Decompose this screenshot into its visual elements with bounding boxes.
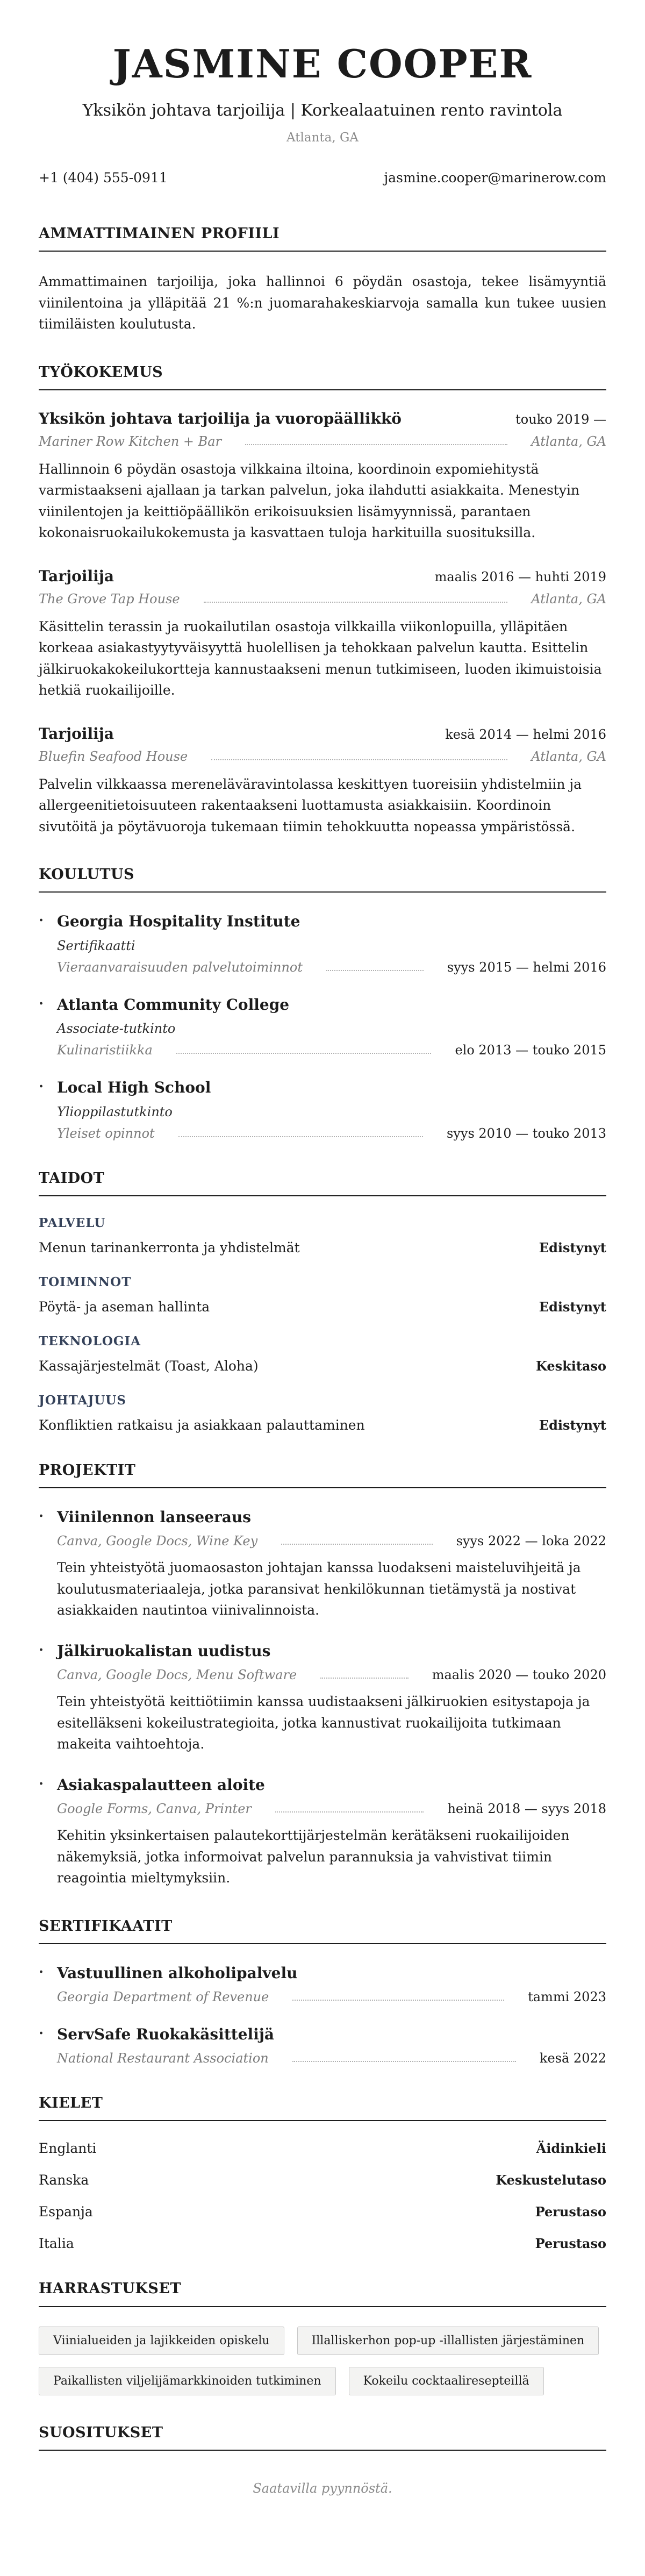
certification-entry-body [57,2025,606,2066]
skill-row [39,1417,606,1433]
certification-date: kesä 2022 [539,2051,606,2066]
project-detail-row [57,1667,606,1682]
section-certifications [39,1917,606,2066]
project-entry-body [57,1642,606,1755]
job-description: Käsittelin terassin ja ruokailutilan osastoja vilkkailla viikonlopuilla, ylläpitäen korkeaa asiakastyytyväisyyttä huolellisen ja tehokkaan palvelun kautta. Esittelin jälkiruokakokeilukortteja kannustaakseni menun tutkimiseen, luoden ikimuistoisia hetkiä ruokailijoille. [39,618,602,698]
bullet-icon: · [39,995,44,1012]
email-address: jasmine.cooper@marinerow.com [384,170,606,186]
education-detail-row [57,1126,606,1141]
dotted-leader [245,444,507,445]
project-entry [39,1642,606,1755]
section-title-education: KOULUTUS [39,865,606,893]
bullet-icon: · [39,2025,44,2042]
skill-level: Keskitaso [535,1358,606,1374]
section-projects [39,1461,606,1889]
contact-row [39,170,606,185]
project-description: Kehitin yksinkertaisen palautekorttijärjestelmän kerätäkseni ruokailijoiden näkemyksiä, jotka informoivat palvelun parannuksia ja vahvistivat tiimin reagointia mieltymyksiin. [57,1828,570,1886]
education-dates: elo 2013 — touko 2015 [455,1043,606,1058]
language-row [39,2140,606,2156]
phone-number: +1 (404) 555-0911 [39,170,168,186]
skill-category: JOHTAJUUS [39,1393,126,1408]
section-references [39,2423,606,2496]
dotted-leader [178,1136,423,1137]
job-title-row [39,725,606,743]
section-experience [39,363,606,838]
project-entry-body [57,1775,606,1889]
certification-entry-body [57,1964,606,2004]
field-of-study: Vieraanvaraisuuden palvelutoiminnot [57,959,303,975]
education-entry-body [57,995,606,1058]
hobby-chip: Kokeilu cocktaaliresepteillä [349,2367,544,2395]
hobby-chip-list [39,2327,606,2395]
dotted-leader [211,759,507,760]
language-name: Espanja [39,2204,93,2220]
education-entry-body [57,912,606,974]
job-company-row [39,434,606,449]
certification-date: tammi 2023 [528,1989,606,2004]
skill-group [39,1334,606,1374]
bullet-icon: · [39,1642,44,1658]
section-title-profile: AMMATTIMAINEN PROFIILI [39,224,606,252]
dotted-leader [176,1053,432,1054]
skill-category: TOIMINNOT [39,1274,132,1289]
education-entry [39,912,606,974]
job-title-row [39,567,606,585]
job-description: Hallinnoin 6 pöydän osastoja vilkkaina iltoina, koordinoin expomiehitystä varmistaakseni ajallaan ja tarkan palvelun, joka ilahdutti asiakkaita. Menestyin viinilentojen ja keittiöpäällikön erikoisuuksien lisämyynnissä, parantaen kokonaisruokailukokemusta ja kasvattaen tuloja harkituilla suosituksilla. [39,461,580,541]
job-company: Mariner Row Kitchen + Bar [39,433,222,449]
project-detail-row [57,1533,606,1549]
section-title-projects: PROJEKTIT [39,1461,606,1488]
job-dates: kesä 2014 — helmi 2016 [445,726,606,742]
job-title-row [39,410,606,427]
resume-header [39,42,606,185]
skill-level: Edistynyt [539,1417,606,1433]
project-dates: syys 2022 — loka 2022 [456,1533,606,1549]
bullet-icon: · [39,1964,44,1980]
degree: Sertifikaatti [57,938,135,953]
job-entry [39,725,606,838]
section-title-hobbies: HARRASTUKSET [39,2279,606,2307]
job-company: The Grove Tap House [39,591,180,606]
skill-item: Konfliktien ratkaisu ja asiakkaan palauttaminen [39,1417,365,1433]
field-of-study: Yleiset opinnot [57,1125,155,1141]
skill-item: Pöytä- ja aseman hallinta [39,1298,210,1315]
header-location: Atlanta, GA [286,131,359,145]
references-note: Saatavilla pyynnöstä. [253,2480,392,2496]
language-name: Italia [39,2236,74,2252]
skill-row [39,1299,606,1315]
section-education [39,865,606,1140]
section-title-certifications: SERTIFIKAATIT [39,1917,606,1944]
dotted-leader [281,1544,432,1545]
dotted-leader [275,1811,424,1813]
language-level: Perustaso [535,2236,606,2252]
job-title: Tarjoilija [39,567,114,585]
education-dates: syys 2010 — touko 2013 [447,1125,606,1141]
school-name: Local High School [57,1079,211,1097]
certification-entry [39,1964,606,2004]
certification-name: Vastuullinen alkoholipalvelu [57,1964,298,1982]
project-entry-body [57,1508,606,1621]
language-level: Perustaso [535,2204,606,2220]
job-location: Atlanta, GA [531,433,606,449]
project-tools: Canva, Google Docs, Menu Software [57,1667,297,1683]
project-name: Jälkiruokalistan uudistus [57,1642,271,1660]
project-dates: heinä 2018 — syys 2018 [447,1801,606,1816]
project-tools: Google Forms, Canva, Printer [57,1801,252,1816]
bullet-icon: · [39,1508,44,1524]
section-title-references: SUOSITUKSET [39,2423,606,2451]
job-dates: maalis 2016 — huhti 2019 [434,569,606,584]
language-row [39,2172,606,2188]
job-description: Palvelin vilkkaassa mereneläväravintolassa keskittyen tuoreisiin yhdistelmiin ja allergeenitietoisuuteen rakentaakseni luottamusta asiakkaisiin. Koordinoin sivutöitä ja pöytävuoroja tukemaan tiimin tehokkuutta nopeassa ympäristössä. [39,776,582,834]
project-entry [39,1508,606,1621]
hobby-chip: Viinialueiden ja lajikkeiden opiskelu [39,2327,284,2355]
degree: Ylioppilastutkinto [57,1104,173,1119]
field-of-study: Kulinaristiikka [57,1043,153,1058]
section-title-languages: KIELET [39,2094,606,2121]
hobby-chip: Paikallisten viljelijämarkkinoiden tutkiminen [39,2367,336,2395]
job-title: Yksikön johtava tarjoilija ja vuoropäällikkö [39,409,402,427]
skill-category: PALVELU [39,1215,106,1230]
project-name: Viinilennon lanseeraus [57,1508,251,1526]
job-company-row [39,749,606,764]
bullet-icon: · [39,1079,44,1095]
skill-category: TEKNOLOGIA [39,1333,141,1348]
skill-level: Edistynyt [539,1298,606,1315]
dotted-leader [204,602,508,603]
job-entry [39,410,606,544]
skill-level: Edistynyt [539,1239,606,1255]
certification-name: ServSafe Ruokakäsittelijä [57,2025,275,2043]
section-skills [39,1169,606,1433]
dotted-leader [320,1678,408,1679]
section-profile [39,224,606,335]
hobby-chip: Illalliskerhon pop-up -illallisten järjestäminen [297,2327,599,2355]
project-name: Asiakaspalautteen aloite [57,1775,265,1794]
section-hobbies [39,2279,606,2395]
skill-group [39,1275,606,1315]
project-dates: maalis 2020 — touko 2020 [432,1667,606,1683]
dotted-leader [292,2061,516,2062]
certification-entry [39,2025,606,2066]
skill-group [39,1216,606,1255]
education-detail-row [57,960,606,975]
school-name: Georgia Hospitality Institute [57,912,300,931]
job-location: Atlanta, GA [531,591,606,606]
dotted-leader [326,970,424,971]
language-level: Äidinkieli [536,2140,606,2157]
section-title-experience: TYÖKOKEMUS [39,363,606,390]
job-company: Bluefin Seafood House [39,748,188,764]
skill-row [39,1240,606,1255]
job-location: Atlanta, GA [531,748,606,764]
education-detail-row [57,1043,606,1058]
language-row [39,2236,606,2251]
school-name: Atlanta Community College [57,995,290,1014]
project-tools: Canva, Google Docs, Wine Key [57,1533,258,1549]
skill-group [39,1393,606,1433]
language-row [39,2204,606,2220]
education-entry [39,1078,606,1140]
project-description: Tein yhteistyötä juomaosaston johtajan kanssa luodakseni maisteluvihjeitä ja koulutusmateriaaleja, jotka paransivat henkilökunnan tietämystä ja nostivat asiakkaiden nautintoa viinivalinnoista. [57,1560,581,1618]
language-name: Englanti [39,2140,97,2157]
education-entry-body [57,1078,606,1140]
job-dates: touko 2019 — [515,411,606,427]
skill-item: Kassajärjestelmät (Toast, Aloha) [39,1358,259,1374]
project-detail-row [57,1801,606,1816]
job-title: Tarjoilija [39,724,114,743]
skill-item: Menun tarinankerronta ja yhdistelmät [39,1239,300,1255]
bullet-icon: · [39,912,44,929]
dotted-leader [292,2000,504,2001]
project-entry [39,1775,606,1889]
bullet-icon: · [39,1775,44,1792]
language-name: Ranska [39,2172,89,2188]
language-level: Keskustelutaso [496,2172,606,2188]
section-title-skills: TAIDOT [39,1169,606,1196]
skill-row [39,1358,606,1374]
education-dates: syys 2015 — helmi 2016 [447,959,606,975]
person-name: JASMINE COOPER [112,41,533,87]
degree: Associate-tutkinto [57,1021,176,1037]
certification-detail-row [57,1989,606,2004]
certification-issuer: National Restaurant Association [57,2051,269,2066]
headline: Yksikön johtava tarjoilija | Korkealaatuinen rento ravintola [82,101,563,120]
job-company-row [39,591,606,606]
section-languages [39,2094,606,2251]
certification-detail-row [57,2051,606,2066]
certification-issuer: Georgia Department of Revenue [57,1989,269,2004]
project-description: Tein yhteistyötä keittiötiimin kanssa uudistaakseni jälkiruokien esitystapoja ja esitelläkseni kokeilustrategioita, jotka kannustivat ruokailijoita tutkimaan makeita vaihtoehtoja. [57,1694,590,1752]
profile-text: Ammattimainen tarjoilija, joka hallinnoi 6 pöydän osastoja, tekee lisämyyntiä viinilentoina ja ylläpitää 21 %:n juomarahakeskiarvoja samalla kun tukee uusien tiimiläisten koulutusta. [39,274,606,332]
education-entry [39,995,606,1058]
job-entry [39,567,606,701]
